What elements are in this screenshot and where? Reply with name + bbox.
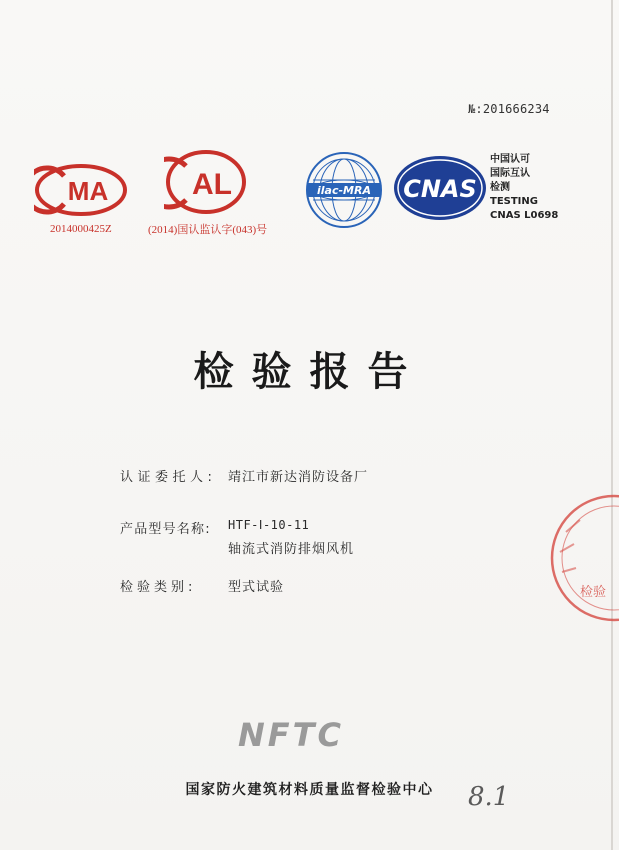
cnas-caption-line: 国际互认 (490, 168, 530, 179)
stamp-text: 检验 (580, 585, 607, 600)
nftc-logo: NFTC (238, 716, 344, 754)
cma-code: 2014000425Z (50, 223, 112, 235)
handwritten-note: 8.1 (468, 782, 510, 812)
cnas-caption (490, 153, 558, 223)
report-number: №:201666234 (468, 102, 550, 116)
ilac-mra-logo (304, 150, 384, 230)
cnas-caption-line: 中国认可 (490, 154, 530, 165)
inspection-type-label: 检验类别: (120, 580, 197, 595)
cal-logo-text: AL (192, 168, 232, 201)
cal-code: (2014)国认监认字(043)号 (148, 224, 268, 236)
product-name: 轴流式消防排烟风机 (228, 542, 355, 557)
client-label: 认证委托人: (120, 470, 217, 485)
client-value: 靖江市新达消防设备厂 (228, 470, 369, 485)
cma-logo (34, 162, 128, 218)
page-edge (611, 0, 613, 850)
cnas-logo-text: CNAS (403, 175, 477, 203)
cnas-caption-line: TESTING (490, 196, 538, 207)
cnas-caption-line: CNAS L0698 (490, 210, 559, 221)
cma-logo-text: MA (67, 176, 109, 206)
inspection-type-value: 型式试验 (228, 580, 285, 595)
issuing-center-name: 国家防火建筑材料质量监督检验中心 (185, 782, 434, 798)
product-model: HTF-Ⅰ-10-11 (228, 518, 310, 532)
cnas-logo (392, 154, 488, 222)
cal-logo (164, 148, 248, 216)
cnas-caption-line: 检测 (490, 182, 510, 193)
seal-stamp (540, 492, 619, 622)
document-title: 检验报告 (193, 349, 426, 395)
product-label: 产品型号名称: (120, 522, 211, 537)
ilac-logo-text: ilac-MRA (317, 184, 371, 197)
